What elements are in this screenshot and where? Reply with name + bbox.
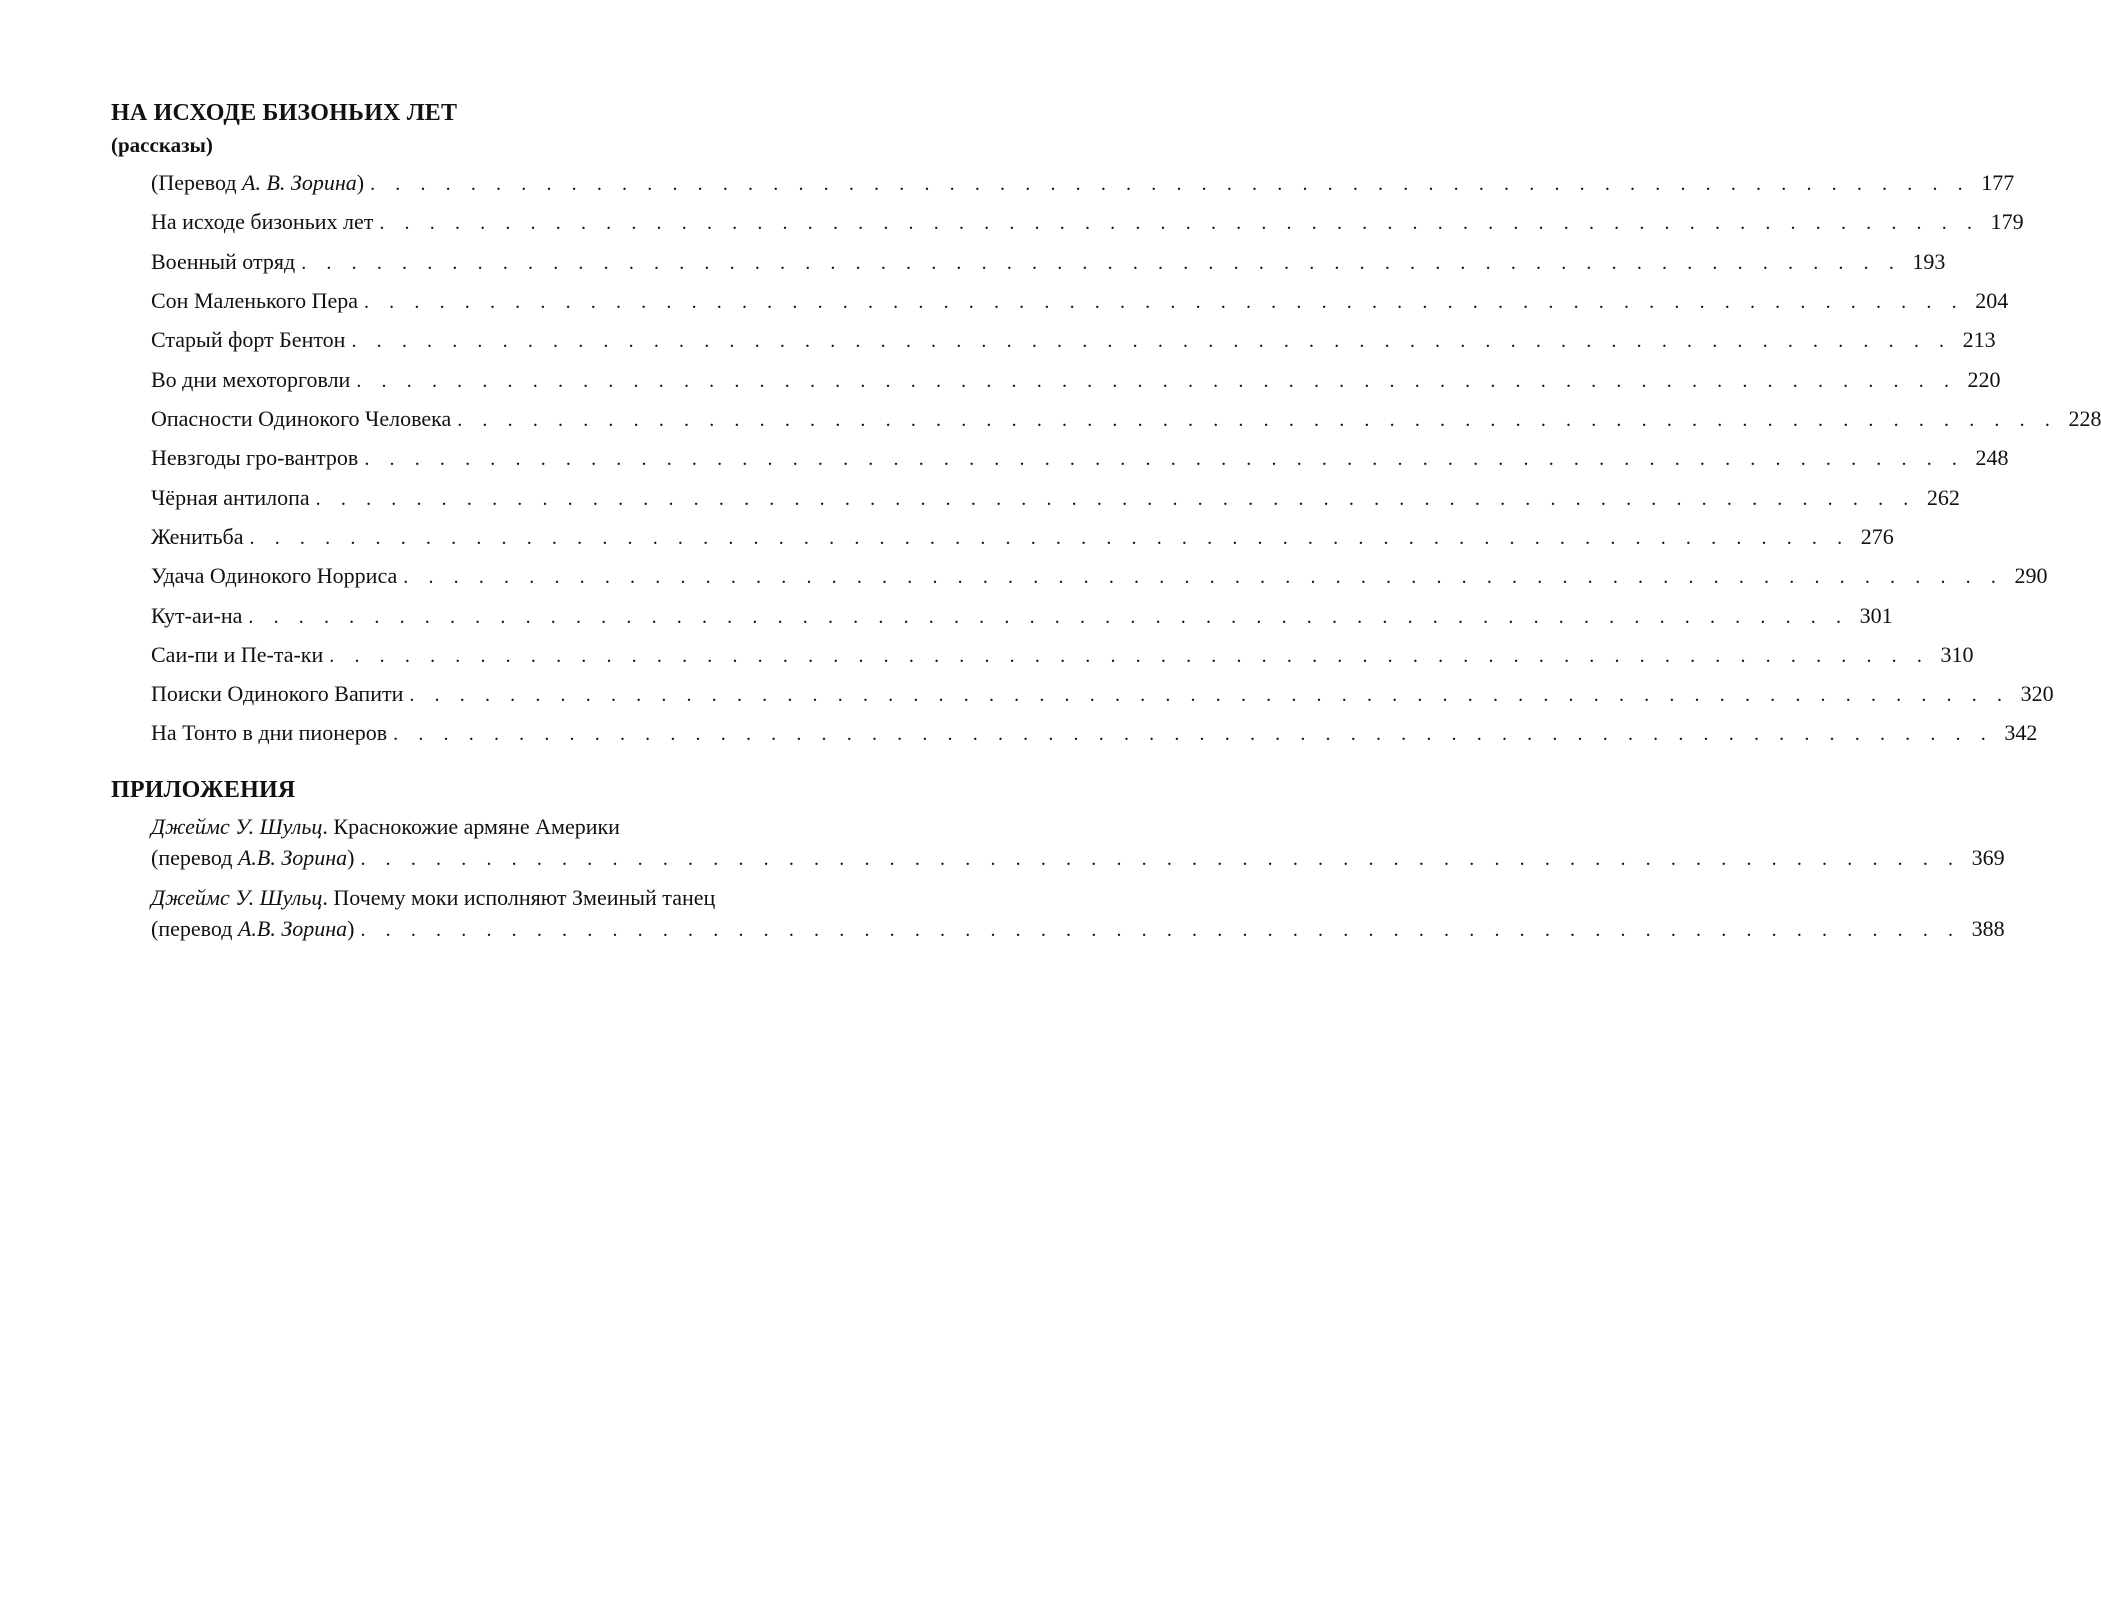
toc-entry-page: 276: [1860, 524, 1894, 549]
leader-dots: . . . . . . . . . . . . . . . . . . . . . . . . . . . . . . . . . . . . . . . . . . . . . . . . . . . . . . . . . . . . . . . .: [363, 291, 1965, 313]
toc-entry-label: Военный отряд: [151, 249, 296, 274]
toc-entry-label: (перевод А.В. Зорина): [151, 916, 355, 941]
toc-entry[interactable]: [151, 288, 2009, 320]
toc-entry-page: 310: [1940, 642, 1974, 667]
toc-entry[interactable]: [151, 603, 1893, 635]
toc-entry-page: 342: [2004, 720, 2038, 745]
toc-entry[interactable]: [151, 209, 2024, 241]
toc-entry-label: Сон Маленького Пера: [151, 288, 358, 313]
leader-dots: . . . . . . . . . . . . . . . . . . . . . . . . . . . . . . . . . . . . . . . . . . . . . . . . . . . . . . . . . . . . . . . .: [360, 848, 1961, 870]
section-title: ПРИЛОЖЕНИЯ: [111, 777, 296, 803]
leader-dots: . . . . . . . . . . . . . . . . . . . . . . . . . . . . . . . . . . . . . . . . . . . . . . . . . . . . . . . . . . . . . . . .: [370, 173, 1971, 195]
appendix-title: . Краснокожие армяне Америки: [322, 814, 620, 839]
appendix-title: . Почему моки исполняют Змеиный танец: [322, 885, 716, 910]
toc-entry-label: Поиски Одинокого Вапити: [151, 681, 404, 706]
toc-entry-label: Опасности Одинокого Человека: [151, 406, 452, 431]
toc-entry-label: Старый форт Бентон: [151, 327, 346, 352]
toc-entry-page: 388: [1971, 916, 2005, 941]
toc-entry[interactable]: [151, 406, 2101, 438]
toc-entry-page: 369: [1971, 845, 2005, 870]
leader-dots: . . . . . . . . . . . . . . . . . . . . . . . . . . . . . . . . . . . . . . . . . . . . . . . . . . . . . . . . . . . . . . . .: [457, 409, 2058, 431]
leader-dots: . . . . . . . . . . . . . . . . . . . . . . . . . . . . . . . . . . . . . . . . . . . . . . . . . . . . . . . . . . . . . . . .: [393, 723, 1994, 745]
toc-entry[interactable]: [151, 170, 2015, 202]
leader-dots: . . . . . . . . . . . . . . . . . . . . . . . . . . . . . . . . . . . . . . . . . . . . . . . . . . . . . . . . . . . . . . . .: [379, 212, 1980, 234]
toc-entry-page: 290: [2014, 563, 2048, 588]
toc-entry-label: Во дни мехоторговли: [151, 367, 351, 392]
toc-entry[interactable]: [151, 642, 1974, 674]
toc-entry[interactable]: [151, 445, 2009, 477]
leader-dots: . . . . . . . . . . . . . . . . . . . . . . . . . . . . . . . . . . . . . . . . . . . . . . . . . . . . . . . . . . . . . . . .: [301, 252, 1902, 274]
toc-entry-page: 179: [1990, 209, 2024, 234]
toc-entry[interactable]: [151, 367, 2001, 399]
toc-entry[interactable]: [151, 563, 2048, 595]
toc-entry-page: 248: [1975, 445, 2009, 470]
toc-entry[interactable]: [151, 845, 2005, 877]
toc-entry-page: 301: [1859, 603, 1893, 628]
toc-entry-label: Саи-пи и Пе-та-ки: [151, 642, 324, 667]
appendix-author: Джеймс У. Шульц: [151, 814, 323, 839]
toc-entry[interactable]: [151, 681, 2054, 713]
toc-entry-page: 213: [1962, 327, 1996, 352]
leader-dots: . . . . . . . . . . . . . . . . . . . . . . . . . . . . . . . . . . . . . . . . . . . . . . . . . . . . . . . . . . . . . . . .: [360, 919, 1961, 941]
toc-entry[interactable]: [151, 916, 2005, 948]
leader-dots: . . . . . . . . . . . . . . . . . . . . . . . . . . . . . . . . . . . . . . . . . . . . . . . . . . . . . . . . . . . . . . . .: [403, 566, 2004, 588]
appendix-entry-title[interactable]: [151, 885, 895, 911]
toc-entry[interactable]: [151, 249, 1946, 281]
toc-entry-label: Кут-аи-на: [151, 603, 243, 628]
toc-entry[interactable]: [151, 524, 1894, 556]
appendix-author: Джеймс У. Шульц: [151, 885, 323, 910]
toc-entry-label: Невзгоды гро-вантров: [151, 445, 359, 470]
leader-dots: . . . . . . . . . . . . . . . . . . . . . . . . . . . . . . . . . . . . . . . . . . . . . . . . . . . . . . . . . . . . . . . .: [329, 645, 1930, 667]
leader-dots: . . . . . . . . . . . . . . . . . . . . . . . . . . . . . . . . . . . . . . . . . . . . . . . . . . . . . . . . . . . . . . . .: [409, 684, 2010, 706]
toc-entry-label: (перевод А.В. Зорина): [151, 845, 355, 870]
toc-entry-label: Женитьба: [151, 524, 244, 549]
toc-entry-label: (Перевод А. В. Зорина): [151, 170, 365, 195]
toc-entry[interactable]: [151, 485, 1960, 517]
leader-dots: . . . . . . . . . . . . . . . . . . . . . . . . . . . . . . . . . . . . . . . . . . . . . . . . . . . . . . . . . . . . . . . .: [351, 330, 1952, 352]
toc-entry-page: 193: [1912, 249, 1946, 274]
toc-entry-label: На исходе бизоньих лет: [151, 209, 374, 234]
toc-entry[interactable]: [151, 720, 2038, 752]
toc-entry-page: 320: [2020, 681, 2054, 706]
leader-dots: . . . . . . . . . . . . . . . . . . . . . . . . . . . . . . . . . . . . . . . . . . . . . . . . . . . . . . . . . . . . . . . .: [315, 488, 1916, 510]
toc-entry-page: 177: [1981, 170, 2015, 195]
leader-dots: . . . . . . . . . . . . . . . . . . . . . . . . . . . . . . . . . . . . . . . . . . . . . . . . . . . . . . . . . . . . . . . .: [364, 448, 1965, 470]
toc-entry-label: Чёрная антилопа: [151, 485, 310, 510]
toc-entry-page: 220: [1967, 367, 2001, 392]
toc-entry-page: 262: [1926, 485, 1960, 510]
appendix-entry-title[interactable]: [151, 814, 895, 840]
leader-dots: . . . . . . . . . . . . . . . . . . . . . . . . . . . . . . . . . . . . . . . . . . . . . . . . . . . . . . . . . . . . . . . .: [356, 370, 1957, 392]
leader-dots: . . . . . . . . . . . . . . . . . . . . . . . . . . . . . . . . . . . . . . . . . . . . . . . . . . . . . . . . . . . . . . . .: [248, 606, 1849, 628]
toc-entry-label: На Тонто в дни пионеров: [151, 720, 388, 745]
toc-entry-label: Удача Одинокого Норриса: [151, 563, 398, 588]
toc-entry-page: 228: [2068, 406, 2101, 431]
leader-dots: . . . . . . . . . . . . . . . . . . . . . . . . . . . . . . . . . . . . . . . . . . . . . . . . . . . . . . . . . . . . . . . .: [249, 527, 1850, 549]
section-subtitle: (рассказы): [111, 133, 213, 157]
toc-entry-page: 204: [1975, 288, 2009, 313]
toc-entry[interactable]: [151, 327, 1996, 359]
section-title: НА ИСХОДЕ БИЗОНЬИХ ЛЕТ: [111, 100, 458, 126]
